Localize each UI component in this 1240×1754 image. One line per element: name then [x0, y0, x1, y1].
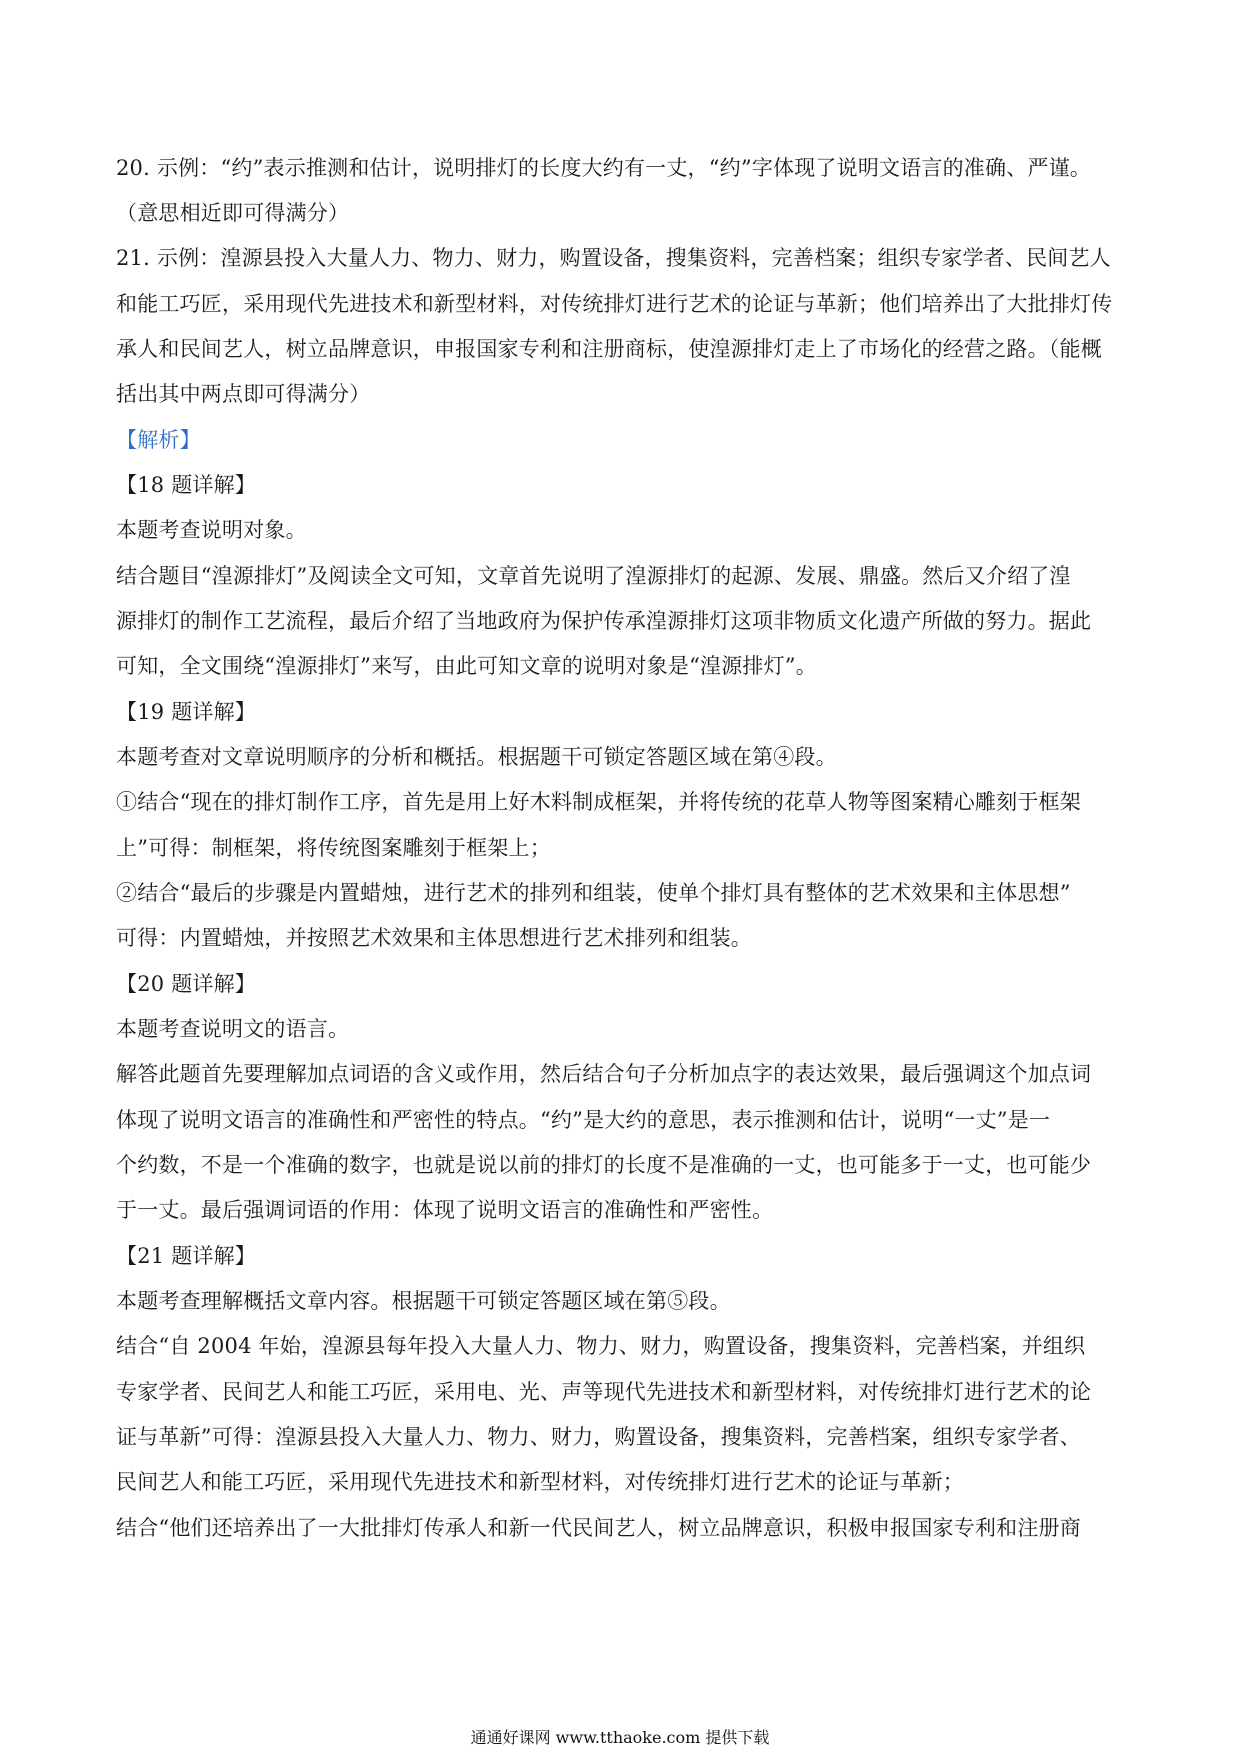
q21-line-5: 民间艺人和能工巧匠，采用现代先进技术和新型材料，对传统排灯进行艺术的论证与革新； — [116, 1470, 964, 1494]
q20-line-5: 于一丈。最后强调词语的作用：体现了说明文语言的准确性和严密性。 — [116, 1198, 774, 1222]
answer-20-line-1: 20. 示例：“约”表示推测和估计，说明排灯的长度大约有一丈，“约”字体现了说明文语言的准确、严谨。 — [116, 156, 1092, 180]
q18-title: 【18 题详解】 — [116, 473, 256, 497]
answer-21-line-2: 和能工巧匠，采用现代先进技术和新型材料，对传统排灯进行艺术的论证与革新；他们培养出了大批排灯传 — [116, 292, 1113, 316]
analysis-heading: 【解析】 — [116, 428, 201, 452]
q21-line-3: 专家学者、民间艺人和能工巧匠，采用电、光、声等现代先进技术和新型材料，对传统排灯进行艺术的论 — [116, 1380, 1092, 1404]
q18-line-1: 本题考查说明对象。 — [116, 518, 307, 542]
q21-title: 【21 题详解】 — [116, 1244, 256, 1268]
q20-line-4: 个约数，不是一个准确的数字，也就是说以前的排灯的长度不是准确的一丈，也可能多于一丈，也可能少 — [116, 1153, 1092, 1177]
q20-title: 【20 题详解】 — [116, 972, 256, 996]
q18-line-3: 源排灯的制作工艺流程，最后介绍了当地政府为保护传承湟源排灯这项非物质文化遗产所做的努力。据此 — [116, 609, 1092, 633]
q18-line-2: 结合题目“湟源排灯”及阅读全文可知，文章首先说明了湟源排灯的起源、发展、鼎盛。然后又介绍了湟 — [116, 564, 1071, 588]
q20-line-2: 解答此题首先要理解加点词语的含义或作用，然后结合句子分析加点字的表达效果，最后强调这个加点词 — [116, 1062, 1092, 1086]
q21-line-6: 结合“他们还培养出了一大批排灯传承人和新一代民间艺人，树立品牌意识，积极申报国家专利和注册商 — [116, 1516, 1081, 1540]
q20-line-1: 本题考查说明文的语言。 — [116, 1017, 350, 1041]
answer-20-line-2: （意思相近即可得满分） — [116, 201, 350, 225]
q19-line-1: 本题考查对文章说明顺序的分析和概括。根据题干可锁定答题区域在第④段。 — [116, 745, 837, 769]
q21-line-2: 结合“自 2004 年始，湟源县每年投入大量人力、物力、财力，购置设备，搜集资料，完善档案，并组织 — [116, 1334, 1086, 1358]
q21-line-4: 证与革新”可得：湟源县投入大量人力、物力、财力，购置设备，搜集资料，完善档案，组织专家学者、 — [116, 1425, 1081, 1449]
q19-line-5: 可得：内置蜡烛，并按照艺术效果和主体思想进行艺术排列和组装。 — [116, 926, 752, 950]
answer-21-line-3: 承人和民间艺人，树立品牌意识，申报国家专利和注册商标，使湟源排灯走上了市场化的经营之路。（能概 — [116, 337, 1102, 361]
q19-line-3: 上”可得：制框架，将传统图案雕刻于框架上； — [116, 836, 551, 860]
q19-line-2: ①结合“现在的排灯制作工序，首先是用上好木料制成框架，并将传统的花草人物等图案精心雕刻于框架 — [116, 790, 1081, 814]
q20-line-3: 体现了说明文语言的准确性和严密性的特点。“约”是大约的意思，表示推测和估计，说明“一丈”是一 — [116, 1108, 1051, 1132]
q18-line-4: 可知，全文围绕“湟源排灯”来写，由此可知文章的说明对象是“湟源排灯”。 — [116, 654, 817, 678]
answer-21-line-4: 括出其中两点即可得满分） — [116, 382, 371, 406]
page-footer: 通通好课网 www.tthaoke.com 提供下载 — [470, 1728, 770, 1747]
answer-21-line-1: 21. 示例：湟源县投入大量人力、物力、财力，购置设备，搜集资料，完善档案；组织专家学者、民间艺人 — [116, 246, 1111, 270]
q19-line-4: ②结合“最后的步骤是内置蜡烛，进行艺术的排列和组装，使单个排灯具有整体的艺术效果和主体思想” — [116, 881, 1071, 905]
q19-title: 【19 题详解】 — [116, 700, 256, 724]
q21-line-1: 本题考查理解概括文章内容。根据题干可锁定答题区域在第⑤段。 — [116, 1289, 731, 1313]
